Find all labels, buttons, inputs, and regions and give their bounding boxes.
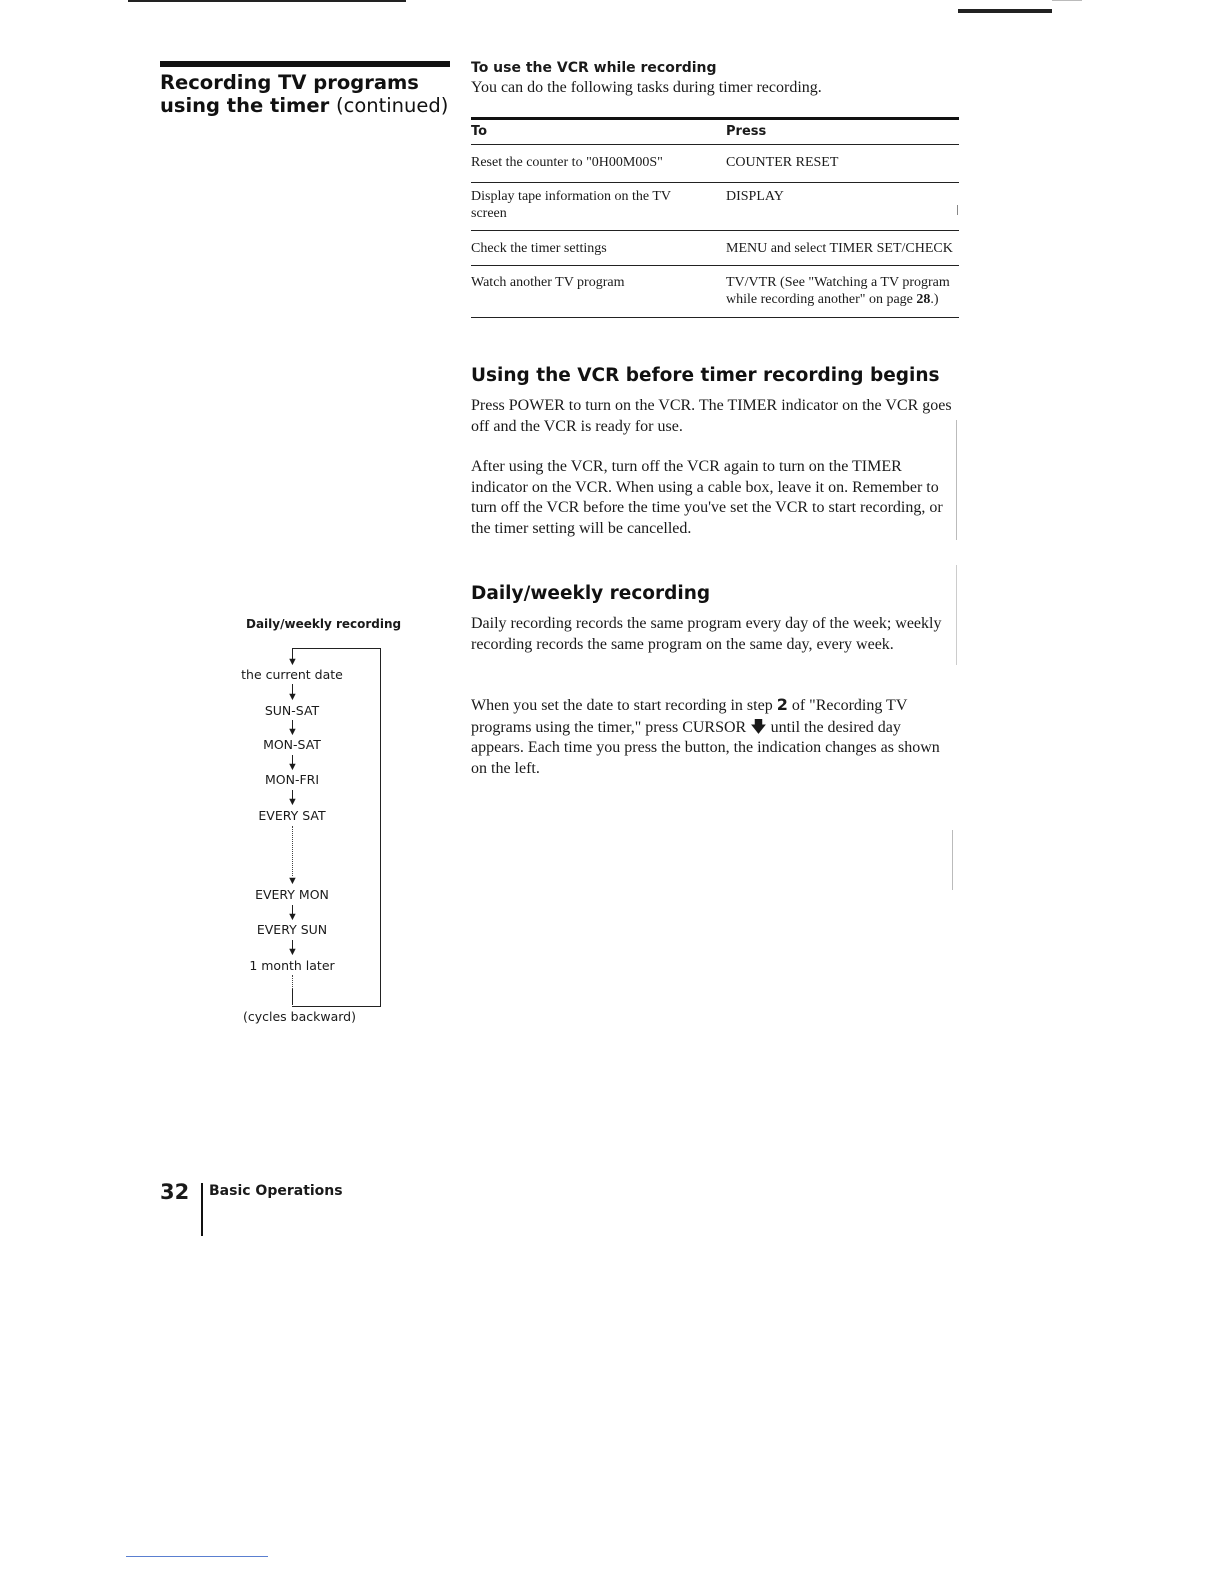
table-row-2-to: Display tape information on the TV screen	[471, 189, 671, 221]
diagram-item-1-month-later: 1 month later	[249, 958, 335, 973]
diagram-connector	[292, 989, 293, 1005]
para-text: of "Recording TV programs using the timer," press CURSOR	[471, 697, 908, 736]
page-title-continued: (continued)	[335, 94, 449, 117]
scan-edge-line	[128, 0, 406, 2]
arrow-down-icon: ▼	[287, 761, 298, 773]
arrow-down-icon: ▼	[287, 796, 298, 808]
arrow-down-icon: ▼	[287, 946, 298, 958]
table-row-rule	[471, 182, 959, 183]
heading-bar	[160, 61, 450, 67]
diagram-item-sun-sat: SUN-SAT	[264, 703, 320, 718]
before-timer-para-1: Press POWER to turn on the VCR. The TIMER indicator on the VCR goes off and the VCR is ready for use.	[471, 397, 952, 435]
table-row-3-to: Check the timer settings	[471, 241, 607, 256]
table-top-rule	[471, 117, 959, 120]
table-header-rule	[471, 144, 959, 145]
table-bottom-rule	[471, 317, 959, 318]
diagram-item-mon-fri: MON-FRI	[264, 772, 320, 787]
page-reference: 28	[916, 292, 931, 307]
diagram-item-current-date: the current date	[241, 667, 343, 682]
diagram-item-every-mon: EVERY MON	[255, 887, 329, 902]
diagram-item-mon-sat: MON-SAT	[263, 737, 321, 752]
scan-edge-mark	[956, 420, 957, 540]
table-row-1-to: Reset the counter to "0H00M00S"	[471, 155, 663, 170]
diagram-dotted-connector	[292, 975, 293, 989]
vcr-while-recording-heading: To use the VCR while recording	[471, 60, 717, 76]
diagram-note: (cycles backward)	[243, 1009, 356, 1024]
table-row-rule	[471, 265, 959, 266]
table-row-2-press: DISPLAY	[726, 189, 784, 204]
table-row-rule	[471, 230, 959, 231]
page-title-text: Recording TV programs using the timer	[160, 71, 419, 117]
arrow-down-icon: ▼	[287, 875, 298, 887]
step-number: 2	[776, 695, 788, 714]
diagram-dotted-connector	[292, 826, 293, 876]
scan-edge-mark-thin	[1052, 0, 1082, 1]
footer-separator	[201, 1183, 203, 1236]
table-row-4-press-end: .)	[930, 292, 939, 307]
arrow-down-icon: ▼	[287, 726, 298, 738]
diagram-item-every-sun: EVERY SUN	[256, 922, 328, 937]
page-title	[160, 71, 455, 117]
arrow-down-icon: 🡇	[750, 716, 767, 736]
diagram-item-every-sat: EVERY SAT	[258, 808, 326, 823]
scan-edge-mark	[952, 830, 953, 890]
diagram-cycle-frame	[292, 648, 381, 1007]
scan-edge-line-bottom	[126, 1556, 268, 1557]
footer-section-name: Basic Operations	[209, 1183, 343, 1199]
diagram-title: Daily/weekly recording	[246, 617, 402, 631]
before-timer-para-2: After using the VCR, turn off the VCR again to turn on the TIMER indicator on the VCR. When using a cable box, leave it on. Remember to turn off the VCR before the time you've set the VCR to start recording, or the timer setting will be cancelled.	[471, 458, 943, 537]
table-header-to: To	[471, 124, 488, 139]
scan-edge-mark	[958, 9, 1052, 13]
table-row-4-to: Watch another TV program	[471, 275, 625, 290]
arrow-down-icon: ▼	[287, 911, 298, 923]
table-header-press: Press	[726, 124, 767, 139]
table-row-4-press	[726, 274, 962, 308]
daily-weekly-heading: Daily/weekly recording	[471, 583, 711, 604]
page-number: 32	[160, 1180, 190, 1204]
before-timer-heading: Using the VCR before timer recording begins	[471, 365, 940, 386]
table-row-3-press: MENU and select TIMER SET/CHECK	[726, 241, 953, 256]
para-text: until the desired day appears. Each time you press the button, the indication changes as shown on the left.	[471, 718, 940, 777]
vcr-while-recording-intro: You can do the following tasks during timer recording.	[471, 79, 822, 96]
table-row-4-press-line2: while recording another" on page	[726, 292, 917, 307]
table-row-4-press-line1: TV/VTR (See "Watching a TV program	[726, 275, 950, 290]
scan-edge-mark	[957, 205, 958, 215]
table-row-1-press: COUNTER RESET	[726, 155, 839, 170]
arrow-down-icon: ▼	[287, 691, 298, 703]
daily-weekly-para-1: Daily recording records the same program every day of the week; weekly recording records the same program on the same day, every week.	[471, 615, 942, 653]
arrow-down-icon: ▼	[287, 656, 298, 668]
daily-weekly-para-2	[471, 695, 941, 779]
scan-edge-mark	[956, 565, 957, 665]
para-text: When you set the date to start recording in step	[471, 697, 777, 714]
